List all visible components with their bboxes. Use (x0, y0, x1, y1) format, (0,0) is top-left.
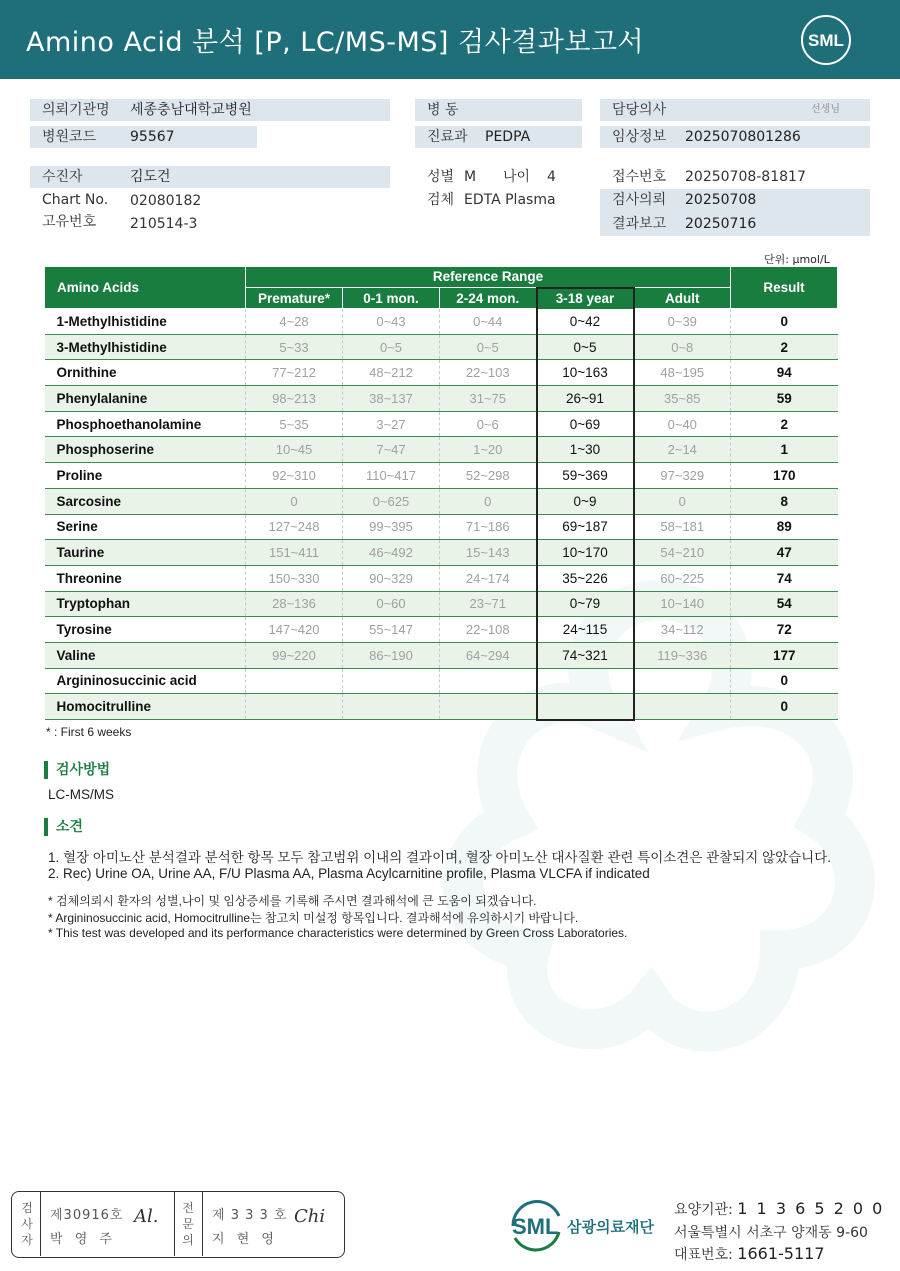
unit-label: 단위: μmol/L (764, 253, 830, 266)
footer-code-label: 요양기관: (674, 1202, 733, 1218)
table-row (45, 514, 838, 540)
reference-cell-m01: 48~212 (343, 360, 440, 386)
footer-code (674, 1199, 884, 1219)
amino-acid-name: Valine (45, 642, 246, 668)
reference-cell-adult (634, 694, 731, 720)
amino-acid-name: Tyrosine (45, 617, 246, 643)
col-reference-range: Reference Range (246, 267, 731, 288)
reference-cell-m224: 52~298 (440, 463, 537, 489)
opinion-title: 소견 (44, 818, 83, 836)
doctor-suffix: 선생님 (811, 104, 840, 115)
receipt-no-label: 접수번호 (612, 169, 667, 185)
reference-cell-pre: 92~310 (246, 463, 343, 489)
reference-cell-y318: 35~226 (537, 565, 634, 591)
footer-org-name: 삼광의료재단 (567, 1218, 654, 1236)
reference-cell-adult: 0~39 (634, 309, 731, 335)
col-result: Result (731, 267, 838, 309)
hospital-code-field (30, 126, 257, 148)
result-cell: 2 (731, 411, 838, 437)
reference-cell-m224: 0~6 (440, 411, 537, 437)
reference-cell-m224: 0~5 (440, 334, 537, 360)
opinion-line-2: 2. Rec) Urine OA, Urine AA, F/U Plasma AA, Plasma Acylcarnitine profile, Plasma VLCFA if indicated (48, 866, 650, 881)
reference-cell-m224: 22~108 (440, 617, 537, 643)
department-label: 진료과 (427, 129, 468, 145)
reference-cell-pre: 151~411 (246, 540, 343, 566)
result-cell: 89 (731, 514, 838, 540)
table-row (45, 309, 838, 335)
amino-acid-name: Phosphoserine (45, 437, 246, 463)
opinion-line-1: 1. 혈장 아미노산 분석결과 분석한 항목 모두 참고범위 이내의 결과이며, 혈장 아미노산 대사질환 관련 특이소견은 관찰되지 않았습니다. (48, 850, 831, 865)
ward-label: 병 동 (427, 102, 459, 118)
reference-cell-m01: 90~329 (343, 565, 440, 591)
reference-cell-y318: 0~79 (537, 591, 634, 617)
reference-cell-m224 (440, 668, 537, 694)
reference-cell-adult: 58~181 (634, 514, 731, 540)
unique-no-label: 고유번호 (42, 214, 97, 230)
amino-acid-name: Taurine (45, 540, 246, 566)
method-text: LC-MS/MS (48, 787, 115, 802)
table-row (45, 386, 838, 412)
note-1: * 검체의뢰시 환자의 성별,나이 및 임상증세를 기록해 주시면 결과해석에 큰 도움이 되겠습니다. (48, 894, 537, 908)
reference-cell-m224: 23~71 (440, 591, 537, 617)
reference-cell-adult: 60~225 (634, 565, 731, 591)
result-cell: 8 (731, 488, 838, 514)
table-row (45, 617, 838, 643)
report-date-value: 20250716 (685, 216, 757, 232)
result-cell: 94 (731, 360, 838, 386)
reference-cell-adult: 2~14 (634, 437, 731, 463)
result-cell: 54 (731, 591, 838, 617)
institution-value: 세종충남대학교병원 (130, 102, 252, 118)
reference-cell-m01: 110~417 (343, 463, 440, 489)
result-cell: 0 (731, 694, 838, 720)
note-3: * This test was developed and its performance characteristics were determined by Green Cross Laboratories. (48, 926, 628, 940)
reference-cell-adult: 48~195 (634, 360, 731, 386)
reference-cell-y318: 0~9 (537, 488, 634, 514)
table-row (45, 437, 838, 463)
specialist-license: 제 3 3 3 호 (212, 1208, 288, 1223)
institution-label: 의뢰기관명 (42, 102, 110, 118)
reference-cell-m01: 38~137 (343, 386, 440, 412)
table-row (45, 411, 838, 437)
reference-cell-adult: 34~112 (634, 617, 731, 643)
specimen-value: EDTA Plasma (464, 192, 556, 208)
inspector-license: 제30916호 (50, 1208, 124, 1223)
reference-cell-m01 (343, 694, 440, 720)
reference-cell-y318: 0~69 (537, 411, 634, 437)
method-title: 검사방법 (44, 761, 110, 779)
amino-acid-name: Sarcosine (45, 488, 246, 514)
patient-label: 수진자 (42, 169, 83, 185)
sex-label: 성별 (427, 169, 455, 185)
reference-cell-y318: 10~170 (537, 540, 634, 566)
reference-cell-adult (634, 668, 731, 694)
reference-cell-adult: 97~329 (634, 463, 731, 489)
request-report-field (600, 189, 870, 236)
reference-cell-pre: 5~35 (246, 411, 343, 437)
receipt-no-value: 20250708-81817 (685, 169, 806, 185)
result-cell: 0 (731, 668, 838, 694)
reference-cell-m224 (440, 694, 537, 720)
table-row (45, 591, 838, 617)
note-2: * Argininosuccinic acid, Homocitrulline는 참고치 미설정 항목입니다. 결과해석에 유의하시기 바랍니다. (48, 911, 579, 925)
result-cell: 1 (731, 437, 838, 463)
reference-cell-m01 (343, 668, 440, 694)
col-premature: Premature* (246, 288, 343, 309)
inspector-signature: Al. (134, 1206, 159, 1227)
reference-cell-m01: 0~5 (343, 334, 440, 360)
reference-cell-pre: 5~33 (246, 334, 343, 360)
result-cell: 0 (731, 309, 838, 335)
reference-cell-y318: 74~321 (537, 642, 634, 668)
reference-cell-y318: 24~115 (537, 617, 634, 643)
amino-acid-name: Proline (45, 463, 246, 489)
amino-acid-name: Threonine (45, 565, 246, 591)
footer-phone-value: 1661-5117 (737, 1244, 825, 1263)
institution-field (30, 99, 390, 121)
amino-acid-table (44, 266, 838, 721)
reference-cell-m01: 99~395 (343, 514, 440, 540)
specialist-name: 지 현 영 (212, 1232, 278, 1247)
hospital-code-value: 95567 (130, 129, 175, 145)
result-cell: 2 (731, 334, 838, 360)
reference-cell-adult: 35~85 (634, 386, 731, 412)
reference-cell-pre: 77~212 (246, 360, 343, 386)
header-logo-text: SML (808, 31, 844, 50)
footer-address: 서울특별시 서초구 양재동 9-60 (674, 1225, 868, 1241)
reference-cell-m224: 0~44 (440, 309, 537, 335)
result-cell: 47 (731, 540, 838, 566)
sml-logo-icon (800, 14, 852, 66)
reference-cell-y318: 59~369 (537, 463, 634, 489)
clinical-info-value: 2025070801286 (685, 129, 801, 145)
reference-cell-y318 (537, 668, 634, 694)
clinical-info-label: 임상정보 (612, 129, 667, 145)
age-value: 4 (547, 169, 556, 185)
signature-divider (40, 1192, 41, 1256)
request-date-value: 20250708 (685, 192, 757, 208)
amino-acid-name: 1-Methylhistidine (45, 309, 246, 335)
reference-cell-m01: 55~147 (343, 617, 440, 643)
doctor-field (600, 99, 870, 121)
report-date-label: 결과보고 (612, 216, 667, 232)
col-adult: Adult (634, 288, 731, 309)
reference-cell-m01: 86~190 (343, 642, 440, 668)
reference-cell-m224: 24~174 (440, 565, 537, 591)
report-title: Amino Acid 분석 [P, LC/MS-MS] 검사결과보고서 (26, 27, 645, 58)
request-date-label: 검사의뢰 (612, 192, 667, 208)
sml-footer-logo-icon (509, 1198, 659, 1254)
reference-cell-pre: 4~28 (246, 309, 343, 335)
reference-cell-adult: 0 (634, 488, 731, 514)
amino-acid-name: Argininosuccinic acid (45, 668, 246, 694)
reference-cell-y318: 26~91 (537, 386, 634, 412)
unique-no-value: 210514-3 (130, 216, 198, 232)
reference-cell-adult: 54~210 (634, 540, 731, 566)
reference-cell-y318: 10~163 (537, 360, 634, 386)
result-cell: 170 (731, 463, 838, 489)
reference-cell-m224: 64~294 (440, 642, 537, 668)
footer-code-value: 1 1 3 6 5 2 0 0 (737, 1199, 885, 1218)
specimen-label: 검체 (427, 192, 455, 208)
signature-divider (174, 1192, 175, 1256)
col-3-18-year: 3-18 year (537, 288, 634, 309)
reference-cell-pre: 127~248 (246, 514, 343, 540)
reference-cell-m224: 31~75 (440, 386, 537, 412)
reference-cell-pre: 0 (246, 488, 343, 514)
reference-cell-pre: 10~45 (246, 437, 343, 463)
table-row (45, 360, 838, 386)
table-footnote: * : First 6 weeks (46, 725, 132, 739)
specialist-label-text: 전 문 의 (182, 1201, 194, 1247)
reference-cell-m01: 0~43 (343, 309, 440, 335)
patient-value: 김도건 (130, 169, 171, 185)
table-row (45, 642, 838, 668)
result-cell: 72 (731, 617, 838, 643)
result-cell: 177 (731, 642, 838, 668)
reference-cell-y318: 1~30 (537, 437, 634, 463)
col-amino-acids: Amino Acids (45, 267, 246, 309)
table-row (45, 334, 838, 360)
inspector-label (15, 1192, 39, 1256)
reference-cell-adult: 119~336 (634, 642, 731, 668)
amino-acid-name: Homocitrulline (45, 694, 246, 720)
amino-acid-name: Serine (45, 514, 246, 540)
table-row (45, 463, 838, 489)
reference-cell-pre: 98~213 (246, 386, 343, 412)
amino-acid-name: Phenylalanine (45, 386, 246, 412)
reference-cell-m01: 0~625 (343, 488, 440, 514)
signature-divider (202, 1192, 203, 1256)
reference-cell-m224: 0 (440, 488, 537, 514)
reference-cell-m01: 46~492 (343, 540, 440, 566)
inspector-name: 박 영 주 (50, 1232, 116, 1247)
result-cell: 59 (731, 386, 838, 412)
table-row (45, 540, 838, 566)
department-value: PEDPA (485, 129, 531, 145)
reference-cell-adult: 10~140 (634, 591, 731, 617)
col-2-24-mon: 2-24 mon. (440, 288, 537, 309)
reference-cell-adult: 0~8 (634, 334, 731, 360)
reference-cell-m224: 71~186 (440, 514, 537, 540)
footer-phone-label: 대표번호: (674, 1247, 733, 1263)
specialist-label (176, 1192, 200, 1256)
ward-field (415, 99, 582, 121)
reference-cell-adult: 0~40 (634, 411, 731, 437)
table-row (45, 668, 838, 694)
reference-cell-pre: 99~220 (246, 642, 343, 668)
reference-cell-y318 (537, 694, 634, 720)
reference-cell-y318: 0~5 (537, 334, 634, 360)
col-0-1-mon: 0-1 mon. (343, 288, 440, 309)
doctor-label: 담당의사 (612, 102, 667, 118)
hospital-code-label: 병원코드 (42, 129, 97, 145)
table-row (45, 694, 838, 720)
reference-cell-m01: 0~60 (343, 591, 440, 617)
reference-cell-pre: 28~136 (246, 591, 343, 617)
patient-field (30, 166, 390, 188)
report-header (0, 0, 900, 79)
chart-no-label: Chart No. (42, 192, 109, 208)
table-row (45, 488, 838, 514)
signature-box (11, 1191, 345, 1258)
amino-acid-name: Phosphoethanolamine (45, 411, 246, 437)
reference-cell-m01: 7~47 (343, 437, 440, 463)
reference-cell-pre (246, 668, 343, 694)
amino-acid-name: Ornithine (45, 360, 246, 386)
reference-cell-pre: 147~420 (246, 617, 343, 643)
amino-acid-name: Tryptophan (45, 591, 246, 617)
reference-cell-m224: 22~103 (440, 360, 537, 386)
sex-value: M (464, 169, 477, 185)
inspector-label-text: 검 사 자 (21, 1201, 33, 1247)
reference-cell-pre: 150~330 (246, 565, 343, 591)
amino-acid-name: 3-Methylhistidine (45, 334, 246, 360)
reference-cell-m224: 1~20 (440, 437, 537, 463)
reference-cell-pre (246, 694, 343, 720)
reference-cell-y318: 69~187 (537, 514, 634, 540)
footer-logo-text: SML (512, 1214, 559, 1239)
age-label: 나이 (503, 169, 531, 185)
reference-cell-m01: 3~27 (343, 411, 440, 437)
clinical-info-field (600, 126, 870, 148)
chart-no-value: 02080182 (130, 193, 202, 209)
footer-phone (674, 1244, 825, 1264)
result-cell: 74 (731, 565, 838, 591)
specialist-signature: Chi (294, 1206, 326, 1227)
reference-cell-m224: 15~143 (440, 540, 537, 566)
department-field (415, 126, 582, 148)
reference-cell-y318: 0~42 (537, 309, 634, 335)
table-row (45, 565, 838, 591)
